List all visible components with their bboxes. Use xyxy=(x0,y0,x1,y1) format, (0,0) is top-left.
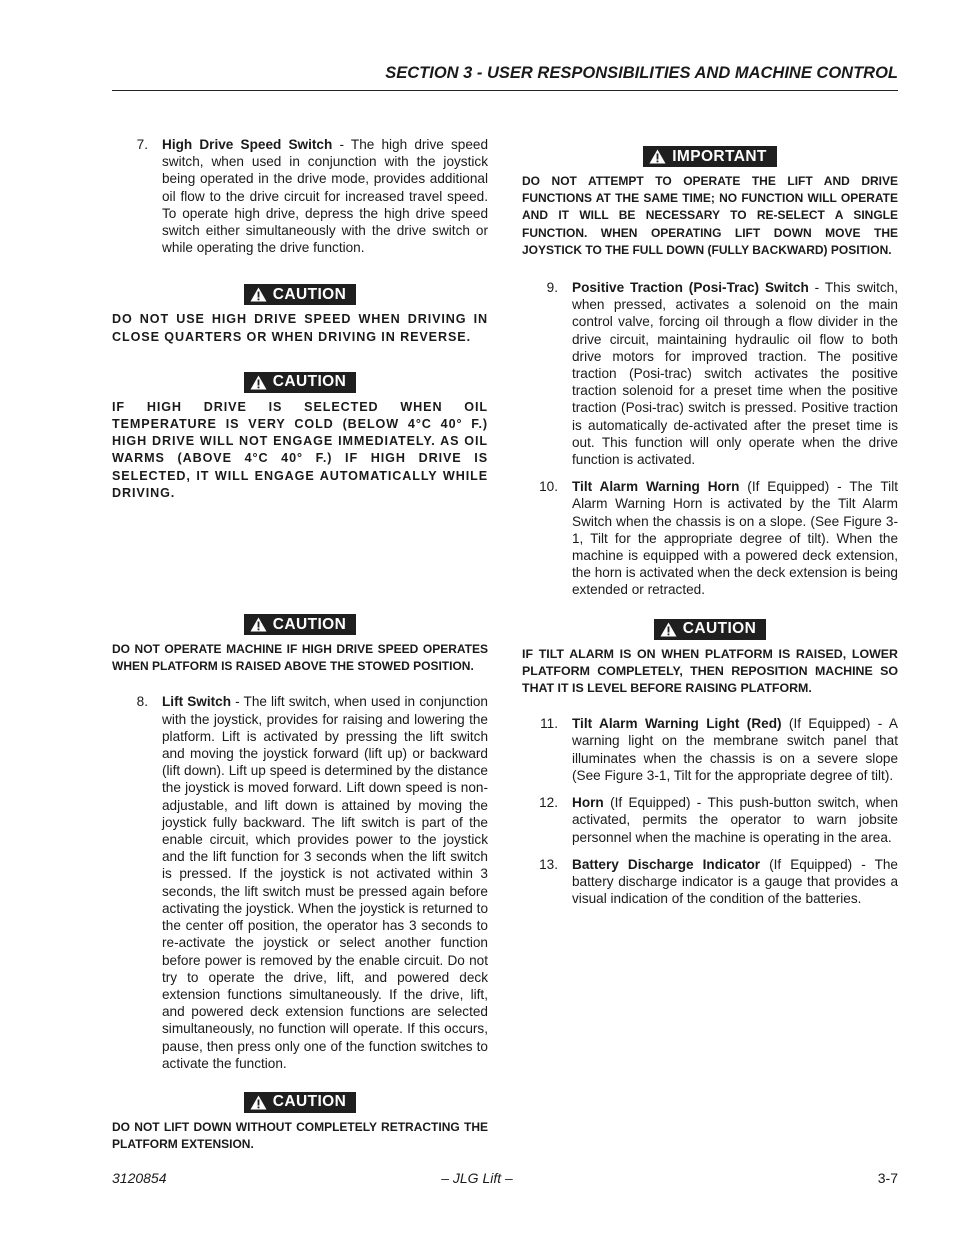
caution-badge: CAUTION xyxy=(244,614,356,635)
item-number: 13. xyxy=(539,856,558,872)
list-item-11 xyxy=(522,715,898,784)
item-text: - This switch, when pressed, activates a solenoid on the main control valve, forcing oil through a flow divider in the drive circuit, maintaining hydraulic oil flow to both drive motors for improved traction. The positive traction (Posi-trac) switch activates the positive traction solenoid for a preset time when the positive traction (Posi-trac) switch is pressed. Positive traction is automatically de-activated after the preset time is out. This function will only operate when the drive function is activated. xyxy=(572,280,898,468)
warning-triangle-icon xyxy=(250,1095,267,1110)
item-number: 11. xyxy=(540,716,558,732)
caution-badge: CAUTION xyxy=(244,284,356,305)
list-item-9 xyxy=(522,279,898,468)
list-item-12 xyxy=(522,794,898,846)
item-text: (If Equipped) - The Tilt Alarm Warning Horn is activated by the Tilt Alarm Switch when the chassis is on a slope. (See Figure 3-1, Tilt for the appropriate degree of tilt). When the machine is equipped with a powered deck extension, the horn is activated when the deck extension is being extended or retracted. xyxy=(572,479,899,598)
list-item-8 xyxy=(112,693,488,1071)
caution-badge: CAUTION xyxy=(244,1092,356,1113)
item-title: Tilt Alarm Warning Light (Red) xyxy=(572,716,782,732)
item-number: 9. xyxy=(546,280,558,296)
item-number: 12. xyxy=(539,795,558,811)
item-text: - The high drive speed switch, when used in conjunction with the joystick being operated in the drive mode, provides additional oil flow to the drive circuit for increased travel speed. To operate high drive, depress the high drive speed switch either simultaneously with the drive switch or while operating the drive function. xyxy=(162,137,489,256)
list-item-10 xyxy=(522,478,898,598)
caution-text-4: DO NOT LIFT DOWN WITHOUT COMPLETELY RETRACTING THE PLATFORM EXTENSION. xyxy=(112,1119,488,1152)
important-badge: IMPORTANT xyxy=(643,146,777,167)
caution-badge: CAUTION xyxy=(654,619,766,640)
caution-block-3 xyxy=(112,614,488,637)
caution-block-2 xyxy=(112,372,488,395)
caution-badge: CAUTION xyxy=(244,372,356,393)
item-title: Positive Traction (Posi-Trac) Switch xyxy=(572,280,809,296)
item-text: - The lift switch, when used in conjunction with the joystick, provides for raising and lowering the platform. Lift is activated by pressing the lift switch and moving the joystick forward (lift up) or backward (lift down). Lift up speed is determined by the distance the joystick is moved forward. Lift down speed is non-adjustable, and lift down is attained by moving the joystick fully backward. The lift switch is part of the enable circuit, which provides power to the joystick and the lift function for 3 seconds when the lift switch is pressed. If the joystick is not activated within 3 seconds, the lift switch must be pressed again before activating the joystick. When the joystick is returned to the center off position, the operator has 3 seconds to re-activate the joystick or select another function before power is removed by the enable circuit. Do not try to operate the drive, lift, and powered deck extension functions simultaneously. If the drive, lift, and powered deck extension functions are selected simultaneously, no function will operate. If this occurs, pause, then press only one of the function switches to activate the function. xyxy=(162,694,488,1071)
item-number: 8. xyxy=(136,694,148,710)
footer-doc-number: 3120854 xyxy=(112,1170,167,1186)
caution-text-2: IF HIGH DRIVE IS SELECTED WHEN OIL TEMPERATURE IS VERY COLD (BELOW 4°C 40° F.) HIGH DRIVE WILL NOT ENGAGE IMMEDIATELY. AS OIL WARMS (ABOVE 4°C 40° F.) IF HIGH DRIVE IS SELECTED, IT WILL ENGAGE AUTOMATICALLY WHILE DRIVING. xyxy=(112,399,488,500)
item-number: 7. xyxy=(136,137,148,152)
right-column xyxy=(522,146,898,907)
item-title: Battery Discharge Indicator xyxy=(572,856,761,872)
item-title: Tilt Alarm Warning Horn xyxy=(572,479,740,495)
caution-block-5 xyxy=(522,619,898,642)
caution-block-1 xyxy=(112,284,488,307)
item-text: (If Equipped) - This push-button switch, when activated, permits the operator to warn jobsite personnel when the machine is operating in the area. xyxy=(572,795,898,845)
caution-text-5: IF TILT ALARM IS ON WHEN PLATFORM IS RAISED, LOWER PLATFORM COMPLETELY, THEN REPOSITION MACHINE SO THAT IT IS LEVEL BEFORE RAISING PLATFORM. xyxy=(522,646,898,696)
warning-triangle-icon xyxy=(649,149,666,164)
item-title: High Drive Speed Switch xyxy=(162,137,333,152)
item-number: 10. xyxy=(539,479,558,495)
left-column xyxy=(112,136,488,1153)
item-title: Lift Switch xyxy=(162,694,232,710)
caution-text-1: DO NOT USE HIGH DRIVE SPEED WHEN DRIVING IN CLOSE QUARTERS OR WHEN DRIVING IN REVERSE. xyxy=(112,312,488,344)
section-header: SECTION 3 - USER RESPONSIBILITIES AND MACHINE CONTROL xyxy=(385,64,898,82)
warning-triangle-icon xyxy=(250,287,267,302)
caution-block-4 xyxy=(112,1092,488,1115)
item-title: Horn xyxy=(572,795,604,811)
list-item-13 xyxy=(522,856,898,908)
footer-page-number: 3-7 xyxy=(877,1170,898,1186)
footer-brand: – JLG Lift – xyxy=(441,1170,513,1186)
warning-triangle-icon xyxy=(660,622,677,637)
important-text: DO NOT ATTEMPT TO OPERATE THE LIFT AND DRIVE FUNCTIONS AT THE SAME TIME; NO FUNCTION WILL OPERATE AND IT WILL BE NECESSARY TO RE-SELECT A SINGLE FUNCTION. WHEN OPERATING LIFT DOWN MOVE THE JOYSTICK TO THE FULL DOWN (FULLY BACKWARD) POSITION. xyxy=(522,174,898,257)
item-text: (If Equipped) - A warning light on the membrane switch panel that illuminates when the chassis is on a severe slope (See Figure 3-1, Tilt for the appropriate degree of tilt). xyxy=(572,716,898,783)
list-item-7 xyxy=(112,136,488,256)
important-block xyxy=(522,146,898,169)
caution-text-3: DO NOT OPERATE MACHINE IF HIGH DRIVE SPEED OPERATES WHEN PLATFORM IS RAISED ABOVE THE STOWED POSITION. xyxy=(112,642,488,674)
item-text: (If Equipped) - The battery discharge indicator is a gauge that provides a visual indication of the condition of the batteries. xyxy=(572,856,898,907)
warning-triangle-icon xyxy=(250,617,267,632)
warning-triangle-icon xyxy=(250,375,267,390)
header-divider xyxy=(112,90,898,91)
